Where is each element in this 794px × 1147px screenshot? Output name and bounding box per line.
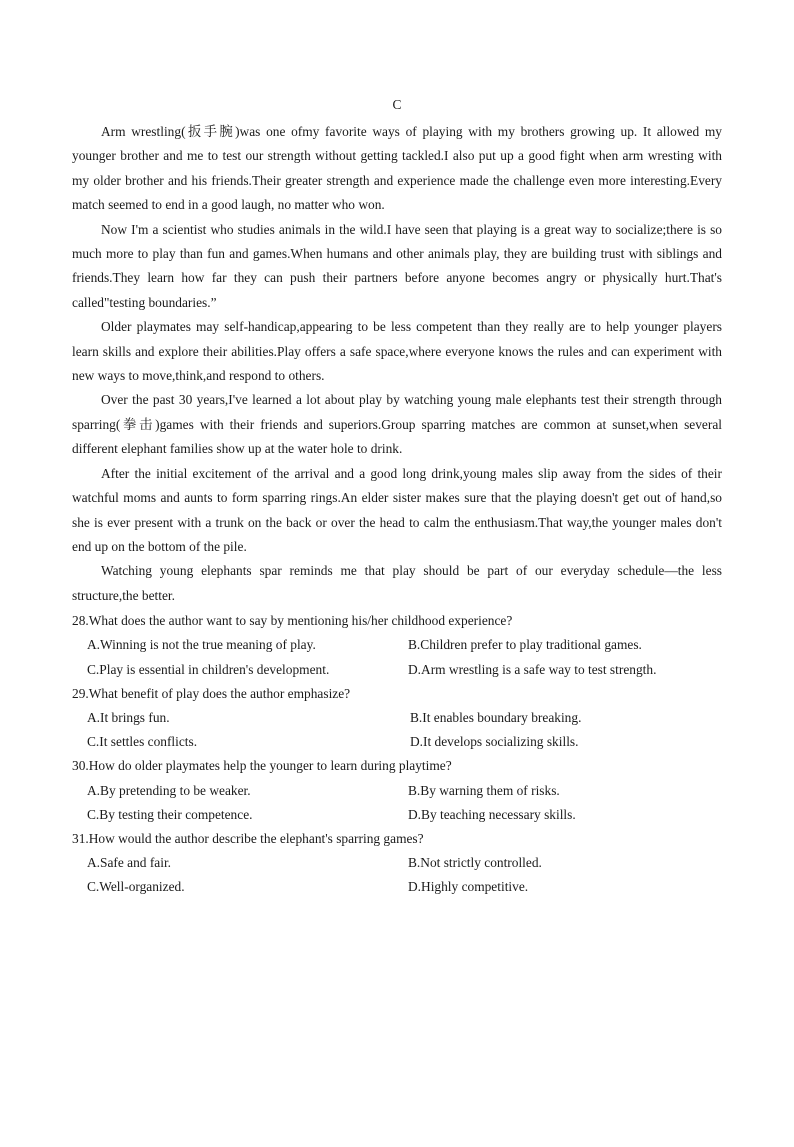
- option-row: [72, 730, 722, 754]
- question-list: [72, 609, 722, 899]
- option-row: [72, 875, 722, 899]
- passage-paragraph: Now I'm a scientist who studies animals in the wild.I have seen that playing is a great way to socialize;there is so much more to play than fun and games.When humans and other animals play, they are building trust with siblings and friends.They learn how far they can push their partners before anyone becomes angry or physically hurt.That's called"testing boundaries.”: [72, 221, 722, 310]
- option-a: A.It brings fun.: [87, 709, 170, 725]
- option-row: [72, 779, 722, 803]
- option-b: B.By warning them of risks.: [408, 782, 560, 798]
- option-row: [72, 658, 722, 682]
- passage-paragraph: Arm wrestling(扳手腕)was one ofmy favorite ways of playing with my brothers growing up. It allowed my younger brother and me to test our strength without getting tackled.I also put up a good fight when arm wresting with my older brother and his friends.Their greater strength and experience made the challenge even more interesting.Every match seemed to end in a good laugh, no matter who won.: [72, 124, 722, 213]
- option-d: D.It develops socializing skills.: [410, 734, 579, 750]
- option-c: C.Play is essential in children's development.: [87, 661, 330, 677]
- option-row: [72, 803, 722, 827]
- question-stem: 29.What benefit of play does the author emphasize?: [72, 685, 351, 701]
- question-stem: 31.How would the author describe the elephant's sparring games?: [72, 830, 424, 846]
- exam-page: [72, 96, 722, 900]
- option-c: C.By testing their competence.: [87, 806, 253, 822]
- option-d: D.By teaching necessary skills.: [408, 806, 576, 822]
- option-b: B.Not strictly controlled.: [408, 855, 542, 871]
- option-a: A.By pretending to be weaker.: [87, 782, 251, 798]
- reading-passage: [72, 120, 722, 608]
- question-30: [72, 754, 722, 827]
- option-a: A.Winning is not the true meaning of play.: [87, 637, 316, 653]
- question-31: [72, 827, 722, 900]
- option-row: [72, 633, 722, 657]
- question-29: [72, 682, 722, 755]
- option-b: B.Children prefer to play traditional games.: [408, 637, 642, 653]
- option-c: C.It settles conflicts.: [87, 734, 198, 750]
- option-a: A.Safe and fair.: [87, 855, 172, 871]
- option-row: [72, 706, 722, 730]
- passage-paragraph: Older playmates may self-handicap,appearing to be less competent than they really are to help younger players learn skills and explore their abilities.Play offers a safe space,where everyone knows the rules and can experiment with new ways to move,think,and respond to others.: [72, 319, 722, 384]
- section-heading: C: [392, 97, 402, 112]
- option-d: D.Arm wrestling is a safe way to test strength.: [408, 661, 657, 677]
- option-b: B.It enables boundary breaking.: [410, 709, 582, 725]
- option-d: D.Highly competitive.: [408, 879, 529, 895]
- passage-paragraph: Over the past 30 years,I've learned a lot about play by watching young male elephants test their strength through sparring(拳击)games with their friends and superiors.Group sparring matches are common at sunset,when several different elephant families show up at the water hole to drink.: [72, 392, 722, 457]
- passage-paragraph: After the initial excitement of the arrival and a good long drink,young males slip away from the sides of their watchful moms and aunts to form sparring rings.An elder sister makes sure that the playing doesn't get out of hand,so she is ever present with a trunk on the back or over the head to calm the enthusiasm.That way,the younger males don't end up on the bottom of the pile.: [72, 465, 722, 554]
- question-stem: 28.What does the author want to say by mentioning his/her childhood experience?: [72, 613, 513, 629]
- question-stem: 30.How do older playmates help the younger to learn during playtime?: [72, 758, 452, 774]
- question-28: [72, 609, 722, 682]
- passage-paragraph: Watching young elephants spar reminds me that play should be part of our everyday schedule—the less structure,the better.: [72, 563, 722, 603]
- option-c: C.Well-organized.: [87, 879, 185, 895]
- option-row: [72, 851, 722, 875]
